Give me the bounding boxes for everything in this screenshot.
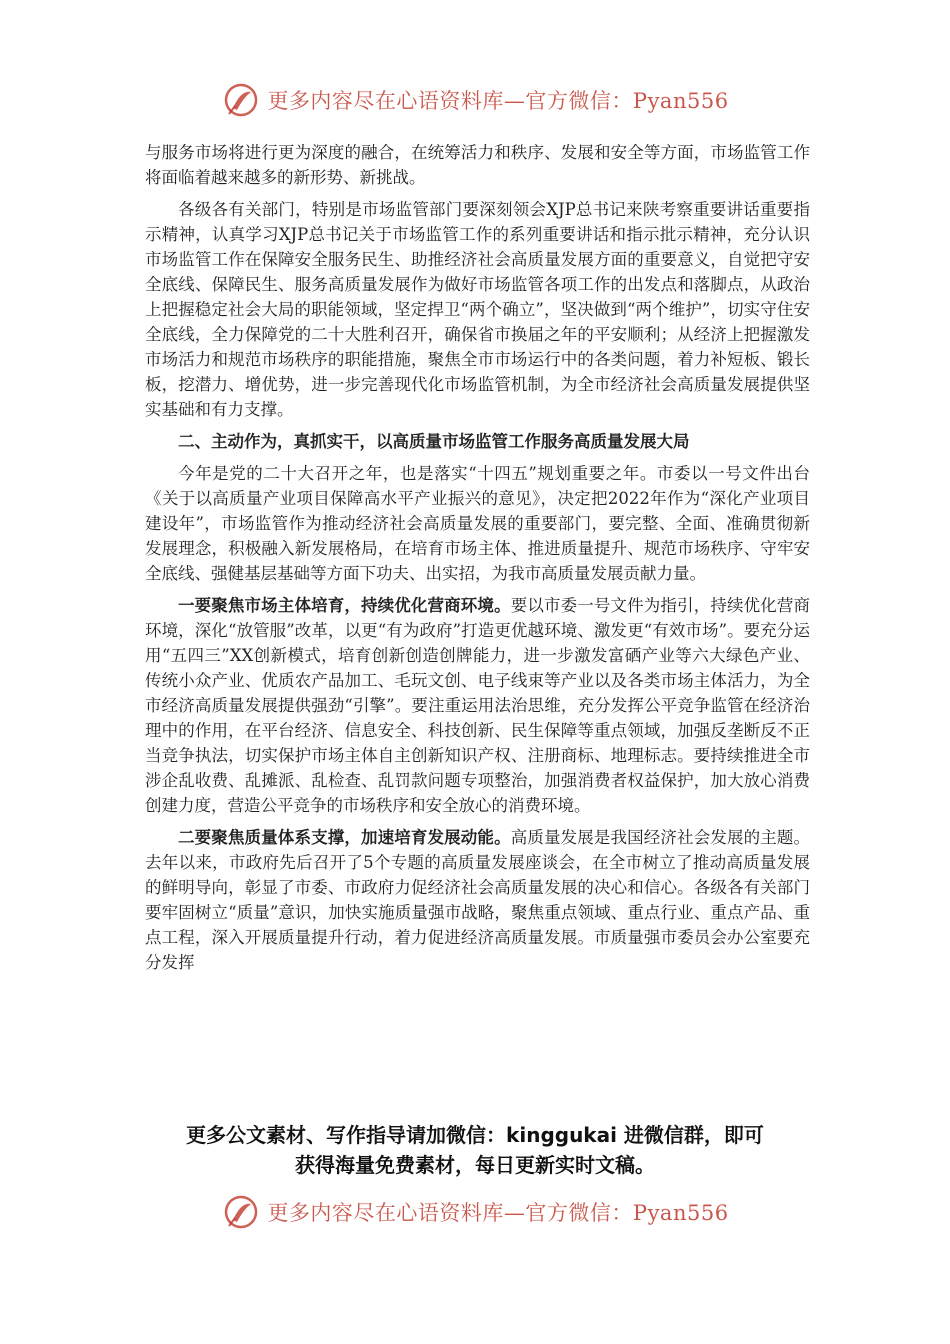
point-two-lead: 二要聚焦质量体系支撑，加速培育发展动能。 xyxy=(178,828,511,847)
header-banner-text: 更多内容尽在心语资料库—官方微信：Pyan556 xyxy=(267,89,729,113)
section-heading: 二、主动作为，真抓实干，以高质量市场监管工作服务高质量发展大局 xyxy=(178,432,690,451)
brush-logo-icon xyxy=(221,1192,261,1232)
footer-banner xyxy=(0,1192,950,1232)
point-two-text: 高质量发展是我国经济社会发展的主题。去年以来，市政府先后召开了5个专题的高质量发展座谈会，在全市树立了推动高质量发展的鲜明导向，彰显了市委、市政府力促经济社会高质量发展的决心和信心。各级各有关部门要牢固树立“质量”意识，加快实施质量强市战略，聚焦重点领域、重点行业、重点产品、重点工程，深入开展质量提升行动，着力促进经济高质量发展。市质量强市委员会办公室要充分发挥 xyxy=(145,828,811,972)
point-one-text: 要以市委一号文件为指引，持续优化营商环境，深化“放管服”改革，以更“有为政府”打造更优越环境、激发更“有效市场”。要充分运用“五四三”XX创新模式，培育创新创造创牌能力，进一步激发富硒产业等六大绿色产业、传统小众产业、优质农产品加工、毛玩文创、电子线束等产业以及各类市场主体活力，为全市经济高质量发展提供强劲“引擎”。要注重运用法治思维，充分发挥公平竞争监管在经济治理中的作用，在平台经济、信息安全、科技创新、民生保障等重点领域，加强反垄断反不正当竞争执法，切实保护市场主体自主创新知识产权、注册商标、地理标志。要持续推进全市涉企乱收费、乱摊派、乱检查、乱罚款问题专项整治，加强消费者权益保护，加大放心消费创建力度，营造公平竞争的市场秩序和安全放心的消费环境。 xyxy=(145,596,811,815)
paragraph-departments: 各级各有关部门，特别是市场监管部门要深刻领会XJP总书记来陕考察重要讲话重要指示精神，认真学习XJP总书记关于市场监管工作的系列重要讲话和指示批示精神，充分认识市场监管工作在保障安全服务民生、助推经济社会高质量发展方面的重要意义，自觉把守安全底线、保障民生、服务高质量发展作为做好市场监管各项工作的出发点和落脚点，从政治上把握稳定社会大局的职能领域，坚定捍卫“两个确立”，坚决做到“两个维护”，切实守住安全底线，全力保障党的二十大胜利召开，确保省市换届之年的平安顺利；从经济上把握激发市场活力和规范市场秩序的职能措施，聚焦全市市场运行中的各类问题，着力补短板、锻长板，挖潜力、增优势，进一步完善现代化市场监管机制，为全市经济社会高质量发展提供坚实基础和有力支撑。 xyxy=(145,200,810,419)
promo-line-2: 获得海量免费素材，每日更新实时文稿。 xyxy=(295,1153,655,1177)
paragraph-continuation: 与服务市场将进行更为深度的融合，在统筹活力和秩序、发展和安全等方面，市场监管工作将面临着越来越多的新形势、新挑战。 xyxy=(145,143,810,187)
document-body xyxy=(145,140,810,982)
paragraph-this-year: 今年是党的二十大召开之年，也是落实“十四五”规划重要之年。市委以一号文件出台《关于以高质量产业项目保障高水平产业振兴的意见》，决定把2022年作为“深化产业项目建设年”，市场监管作为推动经济社会高质量发展的重要部门，要完整、全面、准确贯彻新发展理念，积极融入新发展格局，在培育市场主体、推进质量提升、规范市场秩序、守牢安全底线、强健基层基础等方面下功夫、出实招，为我市高质量发展贡献力量。 xyxy=(145,464,810,583)
promo-line-1: 更多公文素材、写作指导请加微信：kinggukai 进微信群，即可 xyxy=(186,1123,764,1147)
paragraph-point-two xyxy=(145,825,810,975)
brush-logo-icon xyxy=(221,80,261,120)
promo-notice xyxy=(120,1120,830,1180)
paragraph-point-one xyxy=(145,593,810,818)
point-one-lead: 一要聚焦市场主体培育，持续优化营商环境。 xyxy=(178,596,511,615)
header-banner xyxy=(0,80,950,120)
footer-banner-text: 更多内容尽在心语资料库—官方微信：Pyan556 xyxy=(267,1201,729,1225)
